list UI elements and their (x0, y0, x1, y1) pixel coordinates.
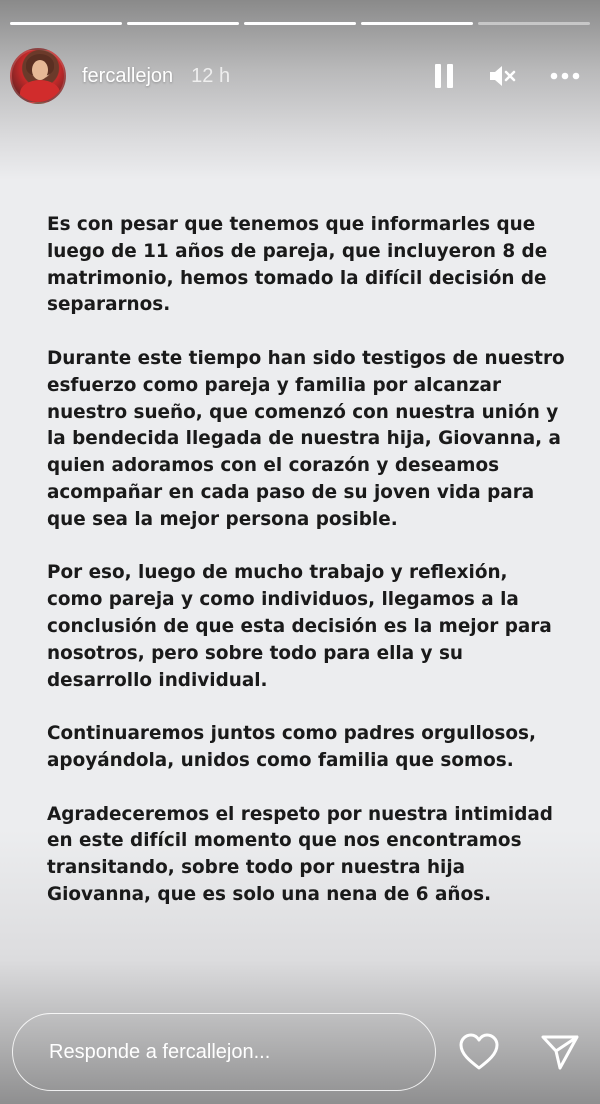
progress-segment (127, 22, 239, 25)
pause-icon[interactable] (434, 63, 454, 89)
story-header (10, 46, 580, 106)
story-footer (12, 1013, 580, 1091)
avatar[interactable] (10, 48, 66, 104)
heart-icon[interactable] (458, 1033, 500, 1071)
message-paragraph: Agradeceremos el respeto por nuestra intimidad en este difícil momento que nos encontramos transitando, sobre todo por nuestra hija Giovanna, que es solo una nena de 6 años. (47, 803, 553, 905)
muted-speaker-icon[interactable] (488, 63, 516, 89)
progress-segment (10, 22, 122, 25)
username[interactable]: fercallejon (82, 64, 174, 87)
footer-actions (458, 1033, 580, 1071)
story-message (47, 212, 567, 936)
message-paragraph: Es con pesar que tenemos que informarles que luego de 11 años de pareja, que incluyeron 8 de matrimonio, hemos tomado la difícil decisión de separarnos. (47, 214, 548, 316)
story-controls (434, 63, 580, 89)
progress-segment-current (478, 22, 590, 25)
reply-field[interactable] (12, 1013, 436, 1091)
reply-input[interactable] (49, 1041, 435, 1064)
message-paragraph: Continuaremos juntos como padres orgullosos, apoyándola, unidos como familia que somos. (47, 723, 536, 771)
progress-segment (361, 22, 473, 25)
progress-segment (244, 22, 356, 25)
send-icon[interactable] (540, 1033, 580, 1071)
story-progress-bar (10, 22, 590, 25)
more-dots-icon[interactable] (550, 72, 580, 80)
message-paragraph: Por eso, luego de mucho trabajo y reflexión, como pareja y como individuos, llegamos a la conclusión de que esta decisión es la mejor para nosotros, pero sobre todo para ella y su desarrollo individual. (47, 562, 552, 691)
message-paragraph: Durante este tiempo han sido testigos de nuestro esfuerzo como pareja y familia por alcanzar nuestro sueño, que comenzó con nuestra unión y la bendecida llegada de nuestra hija, Giovanna, a quien adoramos con el corazón y deseamos acompañar en cada paso de su joven vida para que sea la mejor persona posible. (47, 347, 565, 530)
post-time: 12 h (191, 64, 231, 87)
